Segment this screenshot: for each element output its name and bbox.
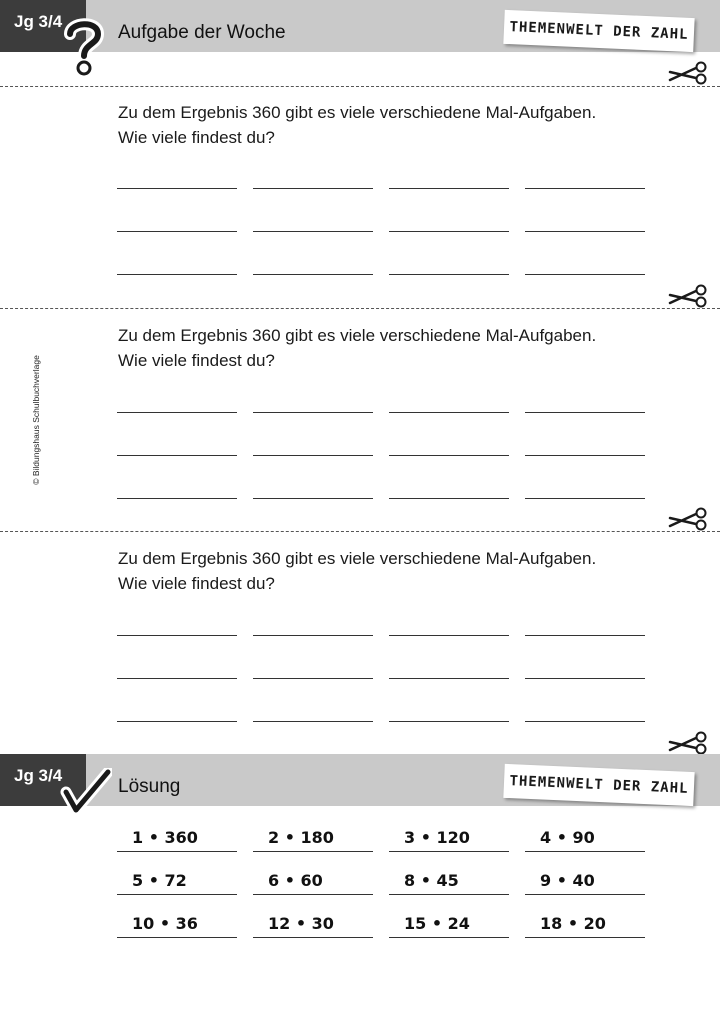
answer-line[interactable] xyxy=(117,231,237,232)
grade-label: Jg 3/4 xyxy=(14,766,63,785)
solution-line xyxy=(525,894,645,895)
answer-line[interactable] xyxy=(117,274,237,275)
solution-item: 18 • 20 xyxy=(540,914,606,933)
solution-item: 9 • 40 xyxy=(540,871,595,890)
solution-item: 15 • 24 xyxy=(404,914,470,933)
task-text xyxy=(118,546,678,596)
answer-line[interactable] xyxy=(389,721,509,722)
answer-line[interactable] xyxy=(389,678,509,679)
solution-line xyxy=(117,937,237,938)
answer-line[interactable] xyxy=(389,274,509,275)
answer-line[interactable] xyxy=(253,635,373,636)
task-line: Wie viele findest du? xyxy=(118,574,275,593)
task-line: Zu dem Ergebnis 360 gibt es viele verschiedene Mal-Aufgaben. xyxy=(118,326,597,345)
scissors-icon xyxy=(668,506,708,532)
scissors-icon xyxy=(668,60,708,86)
answer-line[interactable] xyxy=(253,188,373,189)
cut-line xyxy=(0,531,720,532)
answer-line[interactable] xyxy=(117,721,237,722)
solution-line xyxy=(117,894,237,895)
scissors-icon xyxy=(668,730,708,756)
task-line: Wie viele findest du? xyxy=(118,128,275,147)
solution-item: 1 • 360 xyxy=(132,828,198,847)
answer-line[interactable] xyxy=(253,231,373,232)
answer-line[interactable] xyxy=(117,498,237,499)
solution-title: Lösung xyxy=(118,776,181,797)
answer-line[interactable] xyxy=(117,635,237,636)
answer-line[interactable] xyxy=(525,412,645,413)
solution-item: 5 • 72 xyxy=(132,871,187,890)
solution-line xyxy=(389,937,509,938)
answer-line[interactable] xyxy=(253,412,373,413)
answer-line[interactable] xyxy=(389,231,509,232)
grade-label: Jg 3/4 xyxy=(14,12,63,31)
solution-item: 2 • 180 xyxy=(268,828,334,847)
solution-line xyxy=(253,937,373,938)
answer-line[interactable] xyxy=(117,188,237,189)
answer-line[interactable] xyxy=(389,635,509,636)
answer-line[interactable] xyxy=(525,188,645,189)
task-line: Zu dem Ergebnis 360 gibt es viele verschiedene Mal-Aufgaben. xyxy=(118,549,597,568)
question-mark-icon xyxy=(62,14,106,76)
answer-line[interactable] xyxy=(253,274,373,275)
task-text xyxy=(118,323,678,373)
answer-line[interactable] xyxy=(525,678,645,679)
solution-line xyxy=(253,894,373,895)
answer-line[interactable] xyxy=(525,274,645,275)
answer-line[interactable] xyxy=(253,721,373,722)
scissors-icon xyxy=(668,283,708,309)
task-text xyxy=(118,100,678,150)
task-line: Zu dem Ergebnis 360 gibt es viele verschiedene Mal-Aufgaben. xyxy=(118,103,597,122)
answer-line[interactable] xyxy=(525,721,645,722)
answer-line[interactable] xyxy=(525,455,645,456)
themenwelt-stamp: THEMENWELT DER ZAHL xyxy=(503,764,694,806)
answer-line[interactable] xyxy=(525,231,645,232)
copyright-text: © Bildungshaus Schulbuchverlage xyxy=(31,355,41,485)
solution-header-bar xyxy=(0,754,720,806)
answer-line[interactable] xyxy=(117,412,237,413)
solution-line xyxy=(525,937,645,938)
task-line: Wie viele findest du? xyxy=(118,351,275,370)
answer-line[interactable] xyxy=(525,635,645,636)
solution-line xyxy=(117,851,237,852)
solution-item: 12 • 30 xyxy=(268,914,334,933)
checkmark-icon xyxy=(60,768,112,818)
answer-line[interactable] xyxy=(525,498,645,499)
solution-item: 10 • 36 xyxy=(132,914,198,933)
solution-line xyxy=(525,851,645,852)
answer-line[interactable] xyxy=(389,455,509,456)
cut-line xyxy=(0,308,720,309)
themenwelt-stamp: THEMENWELT DER ZAHL xyxy=(503,10,694,52)
answer-line[interactable] xyxy=(117,678,237,679)
answer-line[interactable] xyxy=(253,455,373,456)
answer-line[interactable] xyxy=(117,455,237,456)
solution-line xyxy=(389,851,509,852)
solution-line xyxy=(253,851,373,852)
header-bar xyxy=(0,0,720,52)
answer-line[interactable] xyxy=(389,412,509,413)
answer-line[interactable] xyxy=(253,678,373,679)
solution-item: 6 • 60 xyxy=(268,871,323,890)
answer-line[interactable] xyxy=(253,498,373,499)
answer-line[interactable] xyxy=(389,498,509,499)
solution-item: 4 • 90 xyxy=(540,828,595,847)
solution-item: 3 • 120 xyxy=(404,828,470,847)
solution-item: 8 • 45 xyxy=(404,871,459,890)
cut-line xyxy=(0,86,720,87)
solution-line xyxy=(389,894,509,895)
page-title: Aufgabe der Woche xyxy=(118,22,286,43)
answer-line[interactable] xyxy=(389,188,509,189)
